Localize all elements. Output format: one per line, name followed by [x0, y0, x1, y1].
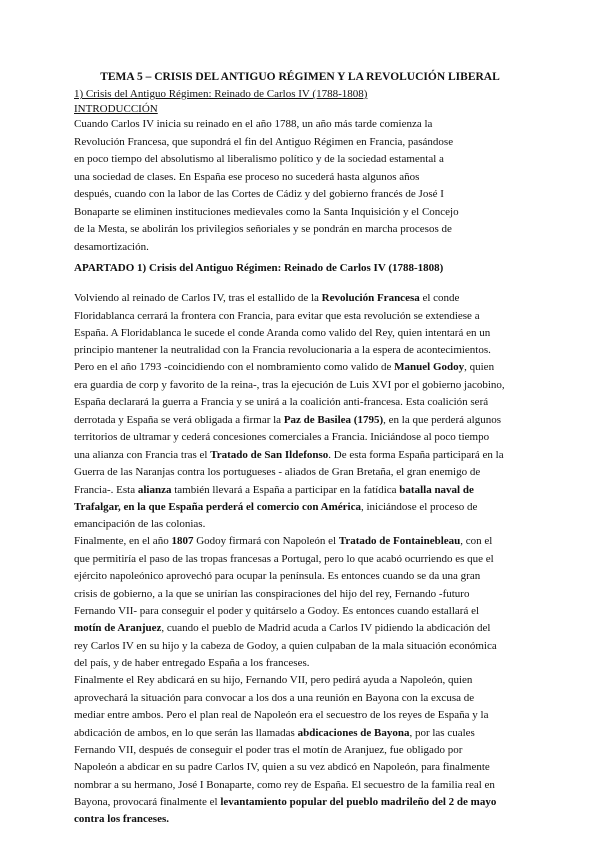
text-line: Fernando VII, después de conseguir el poder tras el motín de Aranjuez, fue obligado por [74, 744, 463, 756]
document-subtitle: 1) Crisis del Antiguo Régimen: Reinado de Carlos IV (1788-1808) [74, 88, 368, 100]
text-line: mediar entre ambos. Pero el plan real de Napoleón era el secuestro de los reyes de España y la [74, 709, 489, 721]
text-line: crisis de gobierno, a la que se unirían las conspiraciones del hijo del rey, Fernando -futuro [74, 588, 470, 600]
text-line: principio mantener la neutralidad con la Francia revolucionaria a la espera de acontecimientos. [74, 344, 491, 356]
text-line: Bayona, provocará finalmente el levantamiento popular del pueblo madrileño del 2 de mayo [74, 796, 497, 808]
text-line: desamortización. [74, 241, 149, 253]
text-line: era guardia de corp y favorito de la reina-, tras la ejecución de Luis XVI por el gobierno jacobino, [74, 379, 505, 391]
text-line: Pero en el año 1793 -coincidiendo con el nombramiento como valido de Manuel Godoy, quien [74, 361, 495, 373]
text-line: una sociedad de clases. En España ese proceso no sucederá hasta algunos años [74, 171, 420, 183]
text-line: Volviendo al reinado de Carlos IV, tras el estallido de la Revolución Francesa el conde [74, 292, 460, 304]
text-line: ejército napoleónico aprovechó para ocupar la península. Es entonces cuando se da una gran [74, 570, 481, 582]
text-line: una alianza con Francia tras el Tratado de San Ildefonso. De esta forma España participará en la [74, 449, 504, 461]
intro-heading: INTRODUCCIÓN [74, 103, 158, 115]
text-line: después, cuando con la labor de las Cortes de Cádiz y del gobierno francés de José I [74, 188, 444, 200]
text-line: Cuando Carlos IV inicia su reinado en el año 1788, un año más tarde comienza la [74, 118, 433, 130]
document-title: TEMA 5 – CRISIS DEL ANTIGUO RÉGIMEN Y LA REVOLUCIÓN LIBERAL [100, 71, 500, 83]
text-line: Bonaparte se eliminen instituciones medievales como la Santa Inquisición y el Concejo [74, 206, 459, 218]
text-line: rey Carlos IV en su hijo y la cabeza de Godoy, a quien culpaban de la mala situación económica [74, 640, 497, 652]
text-line: abdicación de ambos, en lo que serán las llamadas abdicaciones de Bayona, por las cuales [74, 727, 475, 739]
text-line: España declarará la guerra a Francia y se unirá a la coalición anti-francesa. Esta coalición será [74, 396, 489, 408]
text-line: de la Mesta, se abolirán los privilegios señoriales y se pondrán en marcha procesos de [74, 223, 452, 235]
section-heading: APARTADO 1) Crisis del Antiguo Régimen: Reinado de Carlos IV (1788-1808) [74, 262, 444, 274]
text-line: territorios de ultramar y cederá concesiones comerciales a Francia. Iniciándose al poco tiempo [74, 431, 490, 443]
text-line: que permitiría el paso de las tropas francesas a Portugal, pero lo que acabó ocurriendo es que el [74, 553, 494, 565]
text-line: nombrar a su hermano, José I Bonaparte, como rey de España. El secuestro de la familia real en [74, 779, 495, 791]
text-line: Finalmente el Rey abdicará en su hijo, Fernando VII, pero pedirá ayuda a Napoleón, quien [74, 674, 473, 686]
text-line: derrotada y España se verá obligada a firmar la Paz de Basilea (1795), en la que perderá algunos [74, 414, 502, 426]
text-line: Fernando VII- para conseguir el poder y quitárselo a Godoy. Es entonces cuando estallará el [74, 605, 480, 617]
text-line: Napoleón a abdicar en su padre Carlos IV, quien a su vez abdicó en Napoleón, para finalmente [74, 761, 490, 773]
text-line: Finalmente, en el año 1807 Godoy firmará con Napoleón el Tratado de Fontainebleau, con el [74, 535, 493, 547]
text-line: emancipación de las colonias. [74, 518, 206, 530]
text-line: España. A Floridablanca le sucede el conde Aranda como valido del Rey, quien intentará en un [74, 327, 491, 339]
text-line: contra los franceses. [74, 813, 170, 825]
text-line: motín de Aranjuez, cuando el pueblo de Madrid acuda a Carlos IV pidiendo la abdicación del [74, 622, 491, 634]
text-line: Guerra de las Naranjas contra los portugueses - aliados de Gran Bretaña, el gran enemigo de [74, 466, 481, 478]
text-line: Trafalgar, en la que España perderá el comercio con América, iniciándose el proceso de [74, 501, 478, 513]
text-line: Revolución Francesa, que supondrá el fin del Antiguo Régimen en Francia, pasándose [74, 136, 454, 148]
text-line: en poco tiempo del absolutismo al liberalismo político y de la sociedad estamental a [74, 153, 444, 165]
text-line: del país, y de haber entregado España a los franceses. [74, 657, 310, 669]
text-line: Francia-. Esta alianza también llevará a España a participar en la fatídica batalla naval de [74, 484, 474, 496]
text-line: Floridablanca cerrará la frontera con Francia, para evitar que esta revolución se extendiese a [74, 310, 480, 322]
text-line: aprovechará la situación para convocar a los dos a una reunión en Bayona con la excusa de [74, 692, 475, 704]
